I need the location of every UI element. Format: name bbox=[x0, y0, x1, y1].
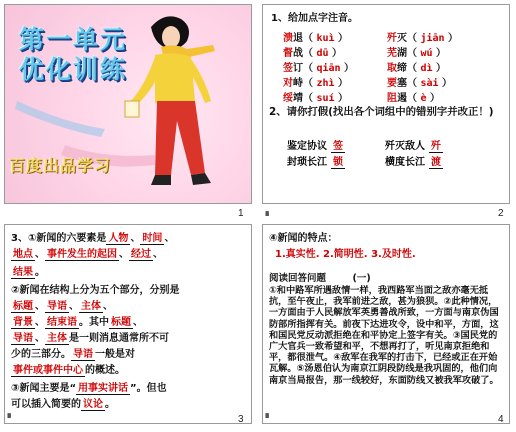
line-5: 标题 、 导语 、 主体 、 bbox=[13, 301, 113, 312]
line-11: 可以插入简要的 议论 。 bbox=[11, 399, 115, 410]
reading-title: 阅读回答问题 (一) bbox=[269, 273, 371, 284]
pinyin-item: 阻遏（ è ） bbox=[387, 93, 440, 104]
slide-notes-icon: ∎ bbox=[264, 410, 271, 421]
correction-item: 横度长江 渡 bbox=[385, 157, 441, 168]
line-1: 3、①新闻的六要素是 人物 、 时间 、 bbox=[11, 233, 175, 244]
line-8: 少的三部分。 导语 一般是对 bbox=[11, 349, 135, 360]
line-6: 背景 、 结束语 。其中 标题 、 bbox=[13, 317, 143, 328]
pinyin-item: 督战（ dū ） bbox=[283, 48, 343, 59]
pinyin-item: 签订（ qiān ） bbox=[283, 63, 355, 74]
features-heading: ④新闻的特点： bbox=[269, 233, 338, 244]
pinyin-item: 绥靖（ suí ） bbox=[283, 93, 349, 104]
page-number-3: 3 bbox=[238, 414, 244, 425]
slide-thumbnail-1[interactable] bbox=[4, 4, 252, 204]
page-number-4: 4 bbox=[498, 414, 504, 425]
slide-notes-icon: ∎ bbox=[6, 410, 13, 421]
reading-passage: ①和中路军所遇敌情一样，我西路军当面之敌亦毫无抵抗，至午夜止，我军前进之敌，甚为狼狈。②此种情况，一方面由于人民解放军英勇善战所致，一方面与南京伪国防部所指挥有关。前夜下达进攻令，设中和平，方面，这和国民党反动派拒绝在和平协定上签字有关。③国民党的广大官兵一致希望和平，不想再打了，听见南京拒绝和平，都很泄气。④敌军在我军的打击下，已经或正在开始瓦解。⑤汤恩伯认为南京江阴段防线是我巩固的，他们向南京当局报告，那一线较好，东面防线又被我军攻破了。 bbox=[269, 285, 499, 386]
slide-thumbnail-4[interactable] bbox=[262, 224, 510, 424]
line-2: 地点 、 事件发生的起因 、 经过 、 bbox=[13, 249, 163, 260]
pinyin-item: 歼灭（ jiān ） bbox=[387, 33, 459, 44]
slide-title: 第一单元 优化训练 bbox=[19, 25, 128, 84]
correction-item: 封琐长江 锁 bbox=[287, 157, 343, 168]
slide-thumbnail-2[interactable] bbox=[262, 4, 510, 204]
pinyin-item: 要塞（ sài ） bbox=[387, 78, 453, 89]
features-list: 1.真实性. 2.简明性. 3.及时性. bbox=[275, 249, 416, 260]
page-number-1: 1 bbox=[238, 208, 244, 219]
pinyin-item: 对峙（ zhì ） bbox=[283, 78, 349, 89]
question-2-title: 2、请你打假(找出各个词组中的错别字并改正！) bbox=[269, 106, 494, 118]
slide-notes-icon: ∎ bbox=[264, 208, 271, 219]
correction-item: 鉴定协议 签 bbox=[287, 141, 343, 152]
footer-logo: 百度出品学习 bbox=[9, 156, 112, 175]
line-9: 事件或事件中心 的概述。 bbox=[13, 365, 125, 376]
question-1-title: 1、给加点字注音。 bbox=[271, 13, 358, 24]
pinyin-item: 芜湖（ wú ） bbox=[387, 48, 447, 59]
line-3: 结果 。 bbox=[13, 267, 45, 278]
line-10: ③新闻主要是“ 用事实讲话 ”。但也 bbox=[11, 383, 167, 394]
line-4: ②新闻在结构上分为五个部分，分别是 bbox=[11, 285, 180, 296]
correction-item: 歼灭敌人 歼 bbox=[385, 141, 441, 152]
pinyin-item: 溃退（ kuì ） bbox=[283, 33, 349, 44]
line-7: 导语 、 主体 是一则消息通常所不可 bbox=[13, 333, 169, 344]
slide-thumbnail-3[interactable] bbox=[4, 224, 252, 424]
page-number-2: 2 bbox=[498, 208, 504, 219]
pinyin-item: 取缔（ dì ） bbox=[387, 63, 447, 74]
